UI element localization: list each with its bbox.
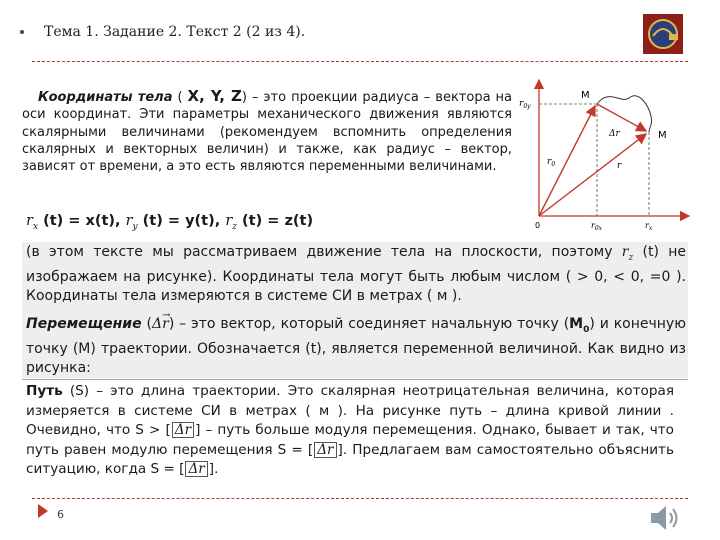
- plane-motion-paragraph: (в этом тексте мы рассматриваем движение тела на плоскости, поэтому $r_z$ (t) не изображаем на рисунке). Координаты тела могут быть любым числом ( > 0, < 0, =0 ). Координаты тела измеряются в системе СИ в метрах ( м ).: [26, 244, 686, 304]
- page-title: Тема 1. Задание 2. Текст 2 (2 из 4).: [44, 24, 306, 40]
- delta-r-box: Δr: [314, 442, 336, 458]
- section-divider: [22, 379, 688, 380]
- path-paragraph: Путь (S) – это длина траектории. Это скалярная неотрицательная величина, которая измеряется в системе СИ в метрах ( м ). На рисунке путь – длина кривой линии . Очевидно, что S > [ Δr ] – путь больше модуля перемещения. Однако, бывает и так, что путь равен модулю перемещения S = [ Δr ]. Предлагаем вам самостоятельно объяснить ситуацию, когда S = [ Δr ].: [26, 383, 674, 477]
- label-delta-r: Δr: [609, 129, 620, 139]
- page-number: 6: [57, 508, 64, 521]
- rz-symbol: $r_z$: [621, 244, 634, 263]
- term-coordinates: Координаты тела: [38, 90, 173, 105]
- m0-symbol: $M_0$: [569, 316, 590, 335]
- rz-symbol: $r_z$: [225, 213, 237, 232]
- label-r0y: $r_{0y}$: [519, 99, 531, 110]
- rx-symbol: $r_x$: [26, 213, 39, 232]
- r-vector: [539, 134, 646, 216]
- logo-icon: [643, 14, 683, 54]
- rx-formula: (t) = x(t),: [38, 213, 126, 229]
- label-M-right: M: [658, 130, 667, 141]
- label-M-top: M: [581, 90, 590, 101]
- term-path: Путь: [26, 383, 63, 399]
- trajectory-curve: [597, 96, 652, 132]
- label-origin: 0: [535, 221, 541, 230]
- bullet-dot: [20, 30, 24, 34]
- footer-divider: [32, 498, 688, 499]
- coordinates-paragraph: [22, 88, 512, 175]
- coordinates-formula: [26, 213, 313, 236]
- label-r0: $r_0$: [547, 157, 556, 168]
- label-r0x: $r_{0x}$: [591, 221, 603, 232]
- rz-formula: (t) = z(t): [237, 213, 314, 229]
- displacement-vector: [597, 104, 646, 131]
- label-rx: $r_x$: [645, 221, 653, 232]
- delta-r-box: Δr: [185, 461, 207, 477]
- speaker-icon[interactable]: [648, 502, 684, 534]
- coordinates-definition: ) – это проекции радиуса – вектора на оси координат. Эти параметры механического движения являются скалярными величинами (рекомендуем вспомнить определения скалярных и векторных величин) и также, как радиус – вектор, зависят от времени, а это есть являются переменными величинами.: [22, 90, 512, 175]
- header-divider: [32, 61, 688, 62]
- next-arrow-icon[interactable]: [36, 503, 50, 519]
- paren: (: [172, 90, 188, 105]
- ry-symbol: $r_y$: [125, 213, 138, 232]
- delta-r-symbol: Δ→ r: [152, 316, 169, 332]
- ry-formula: (t) = y(t),: [137, 213, 226, 229]
- displacement-paragraph: Перемещение (Δ→ r) – это вектор, который соединяет начальную точку $(M_0)$ и конечную точку (M) траектории. Обозначается (t), является переменной величиной. Как видно из рисунка:: [26, 315, 686, 378]
- label-r: r: [617, 161, 622, 171]
- delta-r-box: Δr: [172, 422, 194, 438]
- radius-vector-diagram: [517, 76, 697, 246]
- xyz-label: X, Y, Z: [187, 87, 242, 105]
- term-displacement: Перемещение: [26, 316, 142, 332]
